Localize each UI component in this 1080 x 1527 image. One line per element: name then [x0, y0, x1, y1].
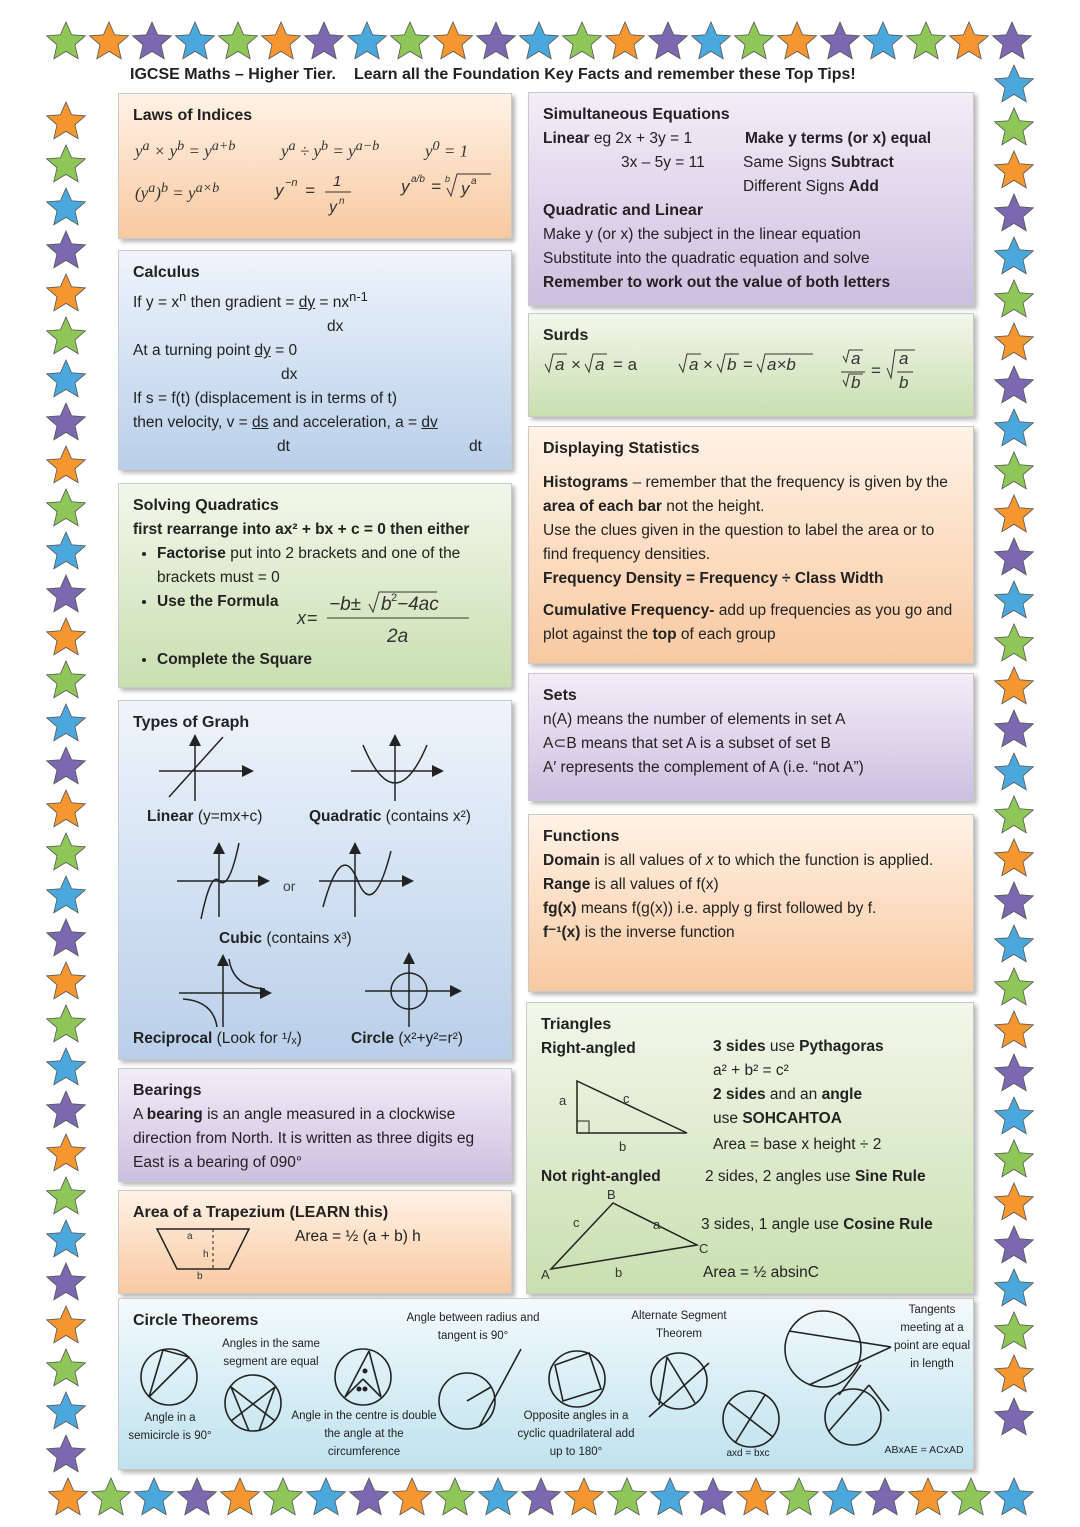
triangle-area: Area = base x height ÷ 2	[713, 1136, 882, 1153]
graph-cubic-label: Cubic (contains x³)	[219, 930, 352, 947]
svg-text:b: b	[197, 1271, 203, 1282]
svg-text:b: b	[615, 1265, 623, 1280]
border-star	[47, 747, 86, 784]
border-star	[47, 360, 86, 397]
svg-text:−4ac: −4ac	[397, 594, 439, 615]
cosine-rule: 3 sides, 1 angle use Cosine Rule	[701, 1216, 933, 1233]
triangles-right-angled: Right-angled	[541, 1040, 636, 1057]
border-star	[49, 1478, 88, 1515]
same-segment-diagram	[225, 1375, 281, 1431]
functions-domain: Domain is all values of x to which the function is applied.	[543, 852, 934, 869]
border-star	[520, 22, 559, 59]
svg-text:=: =	[305, 181, 315, 200]
calculus-dx-1: dx	[327, 318, 344, 336]
border-star	[391, 22, 430, 59]
border-star	[995, 1011, 1034, 1048]
index-rule-power: $(y^a)^b = y^{a\times b}$	[135, 180, 220, 203]
border-star	[995, 581, 1034, 618]
border-star	[995, 1398, 1034, 1435]
surds-formulas	[543, 350, 963, 406]
border-star	[995, 796, 1034, 833]
border-star	[995, 409, 1034, 446]
calculus-title: Calculus	[133, 264, 200, 281]
tangents-diagram	[785, 1311, 891, 1387]
border-star	[47, 1220, 86, 1257]
svg-text:×: ×	[703, 355, 713, 374]
border-star	[606, 22, 645, 59]
circle-alternate-segment-text: Alternate Segment Theorem	[631, 1310, 727, 1340]
cubic-graph-icon-1	[177, 843, 267, 919]
border-star	[47, 1349, 86, 1386]
border-star	[995, 1140, 1034, 1177]
svg-text:2a: 2a	[387, 626, 409, 647]
svg-text:A: A	[541, 1267, 550, 1282]
svg-text:B: B	[607, 1187, 616, 1202]
centre-angle-diagram	[335, 1349, 391, 1405]
border-star	[649, 22, 688, 59]
border-star	[864, 22, 903, 59]
border-star	[47, 1091, 86, 1128]
svg-text:a: a	[689, 355, 699, 374]
graph-quadratic-label: Quadratic (contains x²)	[309, 808, 471, 825]
border-star	[995, 1183, 1034, 1220]
svg-text:= a: = a	[613, 355, 638, 374]
calculus-dx-2: dx	[281, 366, 298, 384]
sets-line1: n(A) means the number of elements in set A	[543, 711, 846, 728]
border-star	[47, 661, 86, 698]
functions-composite: fg(x) means f(g(x)) i.e. apply g first followed by f.	[543, 900, 877, 917]
svg-text:b: b	[619, 1139, 627, 1154]
svg-text:−n: −n	[285, 177, 298, 189]
radius-tangent-diagram	[439, 1349, 521, 1429]
index-rule-fraction	[401, 168, 501, 215]
border-star	[47, 22, 86, 59]
svg-text:y: y	[329, 199, 337, 216]
quadratics-intro: first rearrange into ax² + bx + c = 0 then either	[133, 521, 470, 538]
simultaneous-tip3: Different Signs Add	[743, 178, 879, 195]
svg-text:a: a	[555, 355, 565, 374]
svg-text:a/b: a/b	[411, 174, 425, 185]
svg-text:y: y	[461, 179, 470, 198]
circle-cyclic-text: Opposite angles in a cyclic quadrilateral add up to 180°	[517, 1410, 635, 1458]
quadratic-linear: Quadratic and Linear Make y (or x) the subject in the linear equation Substitute into the quadratic equation and solve Remember to work out the value of both letters	[543, 202, 891, 291]
svg-text:=: =	[871, 361, 881, 380]
right-triangle-diagram	[547, 1075, 697, 1155]
border-star	[178, 1478, 217, 1515]
border-star	[995, 495, 1034, 532]
svg-text:n: n	[339, 196, 345, 207]
border-star	[608, 1478, 647, 1515]
border-star	[995, 1312, 1034, 1349]
border-star	[47, 1435, 86, 1472]
alternate-segment-diagram	[649, 1353, 709, 1417]
border-star	[47, 403, 86, 440]
border-star	[219, 22, 258, 59]
svg-text:a: a	[899, 349, 909, 368]
border-star	[823, 1478, 862, 1515]
title-left: IGCSE Maths – Higher Tier.	[130, 66, 336, 83]
index-rule-zero: $y^0 = 1$	[425, 138, 469, 161]
quadratics-complete: • Complete the Square	[157, 648, 497, 672]
border-star	[92, 1478, 131, 1515]
trapezium-diagram	[153, 1225, 253, 1281]
border-star	[47, 962, 86, 999]
triangles-title: Triangles	[541, 1016, 612, 1033]
svg-text:b: b	[851, 373, 861, 392]
border-star	[993, 22, 1032, 59]
border-star	[47, 575, 86, 612]
svg-text:a: a	[595, 355, 605, 374]
svg-text:a×b: a×b	[767, 355, 796, 374]
border-star	[47, 532, 86, 569]
border-star	[47, 704, 86, 741]
border-star	[995, 624, 1034, 661]
border-star	[133, 22, 172, 59]
svg-text:=: =	[743, 355, 753, 374]
svg-text:−b±: −b±	[329, 594, 362, 615]
border-star	[348, 22, 387, 59]
border-star	[995, 366, 1034, 403]
border-star	[909, 1478, 948, 1515]
border-star	[264, 1478, 303, 1515]
border-star	[995, 1226, 1034, 1263]
border-star	[995, 925, 1034, 962]
border-star	[995, 1478, 1034, 1515]
quadratic-formula-svg	[297, 590, 477, 650]
sets-title: Sets	[543, 687, 577, 704]
border-star	[176, 22, 215, 59]
triangles-box	[526, 1002, 974, 1294]
calculus-displacement: If s = f(t) (displacement is in terms of t)	[133, 390, 397, 408]
title-right: Learn all the Foundation Key Facts and remember these Top Tips!	[353, 66, 856, 83]
border-star	[995, 1054, 1034, 1091]
border-star	[47, 833, 86, 870]
surds-box	[528, 313, 974, 417]
simultaneous-box	[528, 92, 974, 306]
circle-chords-text: axd = bxc	[726, 1448, 770, 1459]
surds-title: Surds	[543, 327, 589, 344]
border-star	[47, 231, 86, 268]
circle-secant-text: ABxAE = ACxAD	[884, 1444, 964, 1456]
border-star	[90, 22, 129, 59]
svg-text:a: a	[187, 1231, 193, 1242]
border-star	[436, 1478, 475, 1515]
border-star	[47, 317, 86, 354]
border-star	[47, 1048, 86, 1085]
border-star	[47, 446, 86, 483]
svg-text:y: y	[275, 181, 284, 200]
svg-text:2: 2	[391, 592, 398, 604]
cyclic-quadrilateral-diagram	[549, 1351, 605, 1407]
border-star	[995, 108, 1034, 145]
calculus-velocity: then velocity, v = ds and acceleration, a = dv	[133, 414, 438, 432]
sets-line3: A′ represents the complement of A (i.e. “not A”)	[543, 759, 864, 776]
bearings-box	[118, 1068, 512, 1182]
simultaneous-tip1: Make y terms (or x) equal	[745, 130, 932, 147]
border-star	[995, 65, 1034, 102]
svg-text:x: x	[297, 608, 306, 628]
negative-index-svg	[275, 164, 375, 220]
border-star	[780, 1478, 819, 1515]
border-star	[350, 1478, 389, 1515]
border-star	[47, 876, 86, 913]
graphs-title: Types of Graph	[133, 714, 250, 731]
sets-box	[528, 673, 974, 801]
circle-tangents-text: Tangents meeting at a point are equal in length	[893, 1304, 971, 1370]
border-star	[995, 452, 1034, 489]
border-star	[995, 753, 1034, 790]
sohcahtoa-1: 2 sides and an angle	[713, 1086, 863, 1103]
simultaneous-eg2: 3x – 5y = 11	[621, 154, 705, 171]
svg-text:a: a	[851, 349, 861, 368]
intersecting-chords-diagram	[723, 1391, 779, 1447]
quadratics-box	[118, 483, 512, 688]
graph-linear-label: Linear (y=mx+c)	[147, 808, 263, 825]
border-star	[307, 1478, 346, 1515]
cubic-graph-icon-2	[319, 845, 411, 917]
svg-text:a: a	[471, 176, 477, 187]
index-rule-negative	[275, 164, 375, 227]
border-star	[47, 1263, 86, 1300]
border-star	[47, 1134, 86, 1171]
statistics-title: Displaying Statistics	[543, 440, 700, 457]
border-star	[907, 22, 946, 59]
functions-inverse: f⁻¹(x) is the inverse function	[543, 924, 735, 941]
svg-text:a: a	[559, 1093, 567, 1108]
indices-box	[118, 93, 512, 239]
trapezium-box	[118, 1190, 512, 1294]
sets-line2: A⊂B means that set A is a subset of set B	[543, 735, 831, 752]
simultaneous-eg1: Linear eg 2x + 3y = 1	[543, 130, 693, 147]
calculus-dt-row: dt dt	[277, 438, 482, 456]
sine-rule: 2 sides, 2 angles use Sine Rule	[705, 1168, 926, 1185]
border-star	[47, 618, 86, 655]
general-triangle-diagram	[537, 1189, 707, 1289]
pythagoras-equation: a² + b² = c²	[713, 1062, 789, 1079]
simultaneous-title: Simultaneous Equations	[543, 106, 730, 123]
border-star	[995, 882, 1034, 919]
border-star	[477, 22, 516, 59]
svg-text:c: c	[623, 1091, 630, 1106]
border-star	[565, 1478, 604, 1515]
border-star	[47, 145, 86, 182]
border-star	[47, 1005, 86, 1042]
statistics-histograms: Histograms – remember that the frequency is given by the area of each bar not the height.	[543, 474, 948, 515]
border-star	[47, 102, 86, 139]
sohcahtoa-2: use SOHCAHTOA	[713, 1110, 842, 1127]
svg-text:b: b	[727, 355, 737, 374]
border-star	[995, 1097, 1034, 1134]
svg-text:1: 1	[333, 173, 342, 190]
border-star	[47, 489, 86, 526]
calculus-gradient: If $y = x^n$ then gradient = dy = $nx^{n-1}$	[133, 289, 368, 312]
border-star	[694, 1478, 733, 1515]
border-star	[737, 1478, 776, 1515]
border-star	[47, 919, 86, 956]
reciprocal-graph-icon	[179, 957, 269, 1027]
index-rule-multiply: $y^a \times y^b = y^{a+b}$	[135, 138, 236, 161]
border-star	[651, 1478, 690, 1515]
bearings-text: A bearing is an angle measured in a clockwise direction from North. It is written as three digits eg East is a bearing of 090°	[133, 1106, 475, 1171]
index-rule-divide: $y^a \div y^b = y^{a-b}$	[281, 138, 380, 161]
bearings-title: Bearings	[133, 1082, 202, 1099]
functions-title: Functions	[543, 828, 620, 845]
functions-range: Range is all values of f(x)	[543, 876, 719, 893]
border-star	[952, 1478, 991, 1515]
svg-text:b: b	[899, 373, 909, 392]
border-star	[262, 22, 301, 59]
border-star	[47, 1392, 86, 1429]
border-star	[995, 667, 1034, 704]
border-star	[995, 710, 1034, 747]
page-title	[130, 66, 874, 84]
semicircle-diagram	[141, 1349, 197, 1405]
svg-text:=: =	[307, 608, 318, 628]
circle-semicircle-text: Angle in a semicircle is 90°	[128, 1412, 212, 1442]
svg-text:c: c	[573, 1215, 580, 1230]
border-star	[995, 1355, 1034, 1392]
statistics-clues: Use the clues given in the question to label the area or to find frequency densities.	[543, 522, 935, 563]
border-star	[995, 538, 1034, 575]
graph-or: or	[283, 878, 296, 894]
border-star	[866, 1478, 905, 1515]
border-star	[393, 1478, 432, 1515]
border-star	[995, 151, 1034, 188]
border-star	[735, 22, 774, 59]
quadratics-formula: • Use the Formula	[157, 590, 497, 648]
border-star	[47, 1306, 86, 1343]
svg-text:b: b	[381, 594, 392, 615]
functions-box	[528, 814, 974, 992]
border-star	[221, 1478, 260, 1515]
border-star	[522, 1478, 561, 1515]
border-star	[135, 1478, 174, 1515]
border-star	[821, 22, 860, 59]
circle-same-segment-text: Angles in the same segment are equal	[222, 1338, 320, 1368]
border-star	[995, 323, 1034, 360]
quadratic-graph-icon	[351, 737, 441, 801]
border-star	[479, 1478, 518, 1515]
border-star	[778, 22, 817, 59]
border-star	[305, 22, 344, 59]
fraction-index-svg	[401, 168, 501, 208]
border-star	[995, 237, 1034, 274]
graph-sketches	[119, 731, 513, 1031]
indices-title: Laws of Indices	[133, 107, 253, 124]
graphs-box	[118, 700, 512, 1060]
pythagoras: 3 sides use Pythagoras	[713, 1038, 884, 1055]
statistics-cumulative: Cumulative Frequency- add up frequencies as you go and plot against the top of each group	[543, 602, 953, 643]
trapezium-title: Area of a Trapezium (LEARN this)	[133, 1204, 389, 1221]
svg-text:×: ×	[571, 355, 581, 374]
triangle-area-sine: Area = ½ absinC	[703, 1264, 819, 1281]
circle-graph-icon	[365, 955, 459, 1027]
border-star	[950, 22, 989, 59]
border-star	[47, 188, 86, 225]
svg-text:a: a	[653, 1217, 661, 1232]
border-star	[995, 1269, 1034, 1306]
simultaneous-tip2: Same Signs Subtract	[743, 154, 894, 171]
circle-theorem-diagrams	[119, 1299, 975, 1471]
border-star	[563, 22, 602, 59]
triangles-not-right: Not right-angled	[541, 1168, 661, 1185]
statistics-box	[528, 426, 974, 664]
circle-theorems-box	[118, 1298, 974, 1470]
linear-graph-icon	[159, 737, 251, 801]
secant-diagram	[825, 1365, 889, 1445]
svg-text:C: C	[699, 1241, 709, 1256]
graph-circle-label: Circle (x²+y²=r²)	[351, 1030, 463, 1047]
trapezium-formula: Area = ½ (a + b) h	[295, 1228, 421, 1245]
border-star	[995, 968, 1034, 1005]
svg-text:=: =	[431, 177, 441, 196]
circle-radius-tangent-text: Angle between radius and tangent is 90°	[406, 1312, 540, 1342]
quadratics-title: Solving Quadratics	[133, 497, 279, 514]
circle-centre-text: Angle in the centre is double the angle at the circumference	[291, 1410, 437, 1458]
border-star	[995, 839, 1034, 876]
border-star	[692, 22, 731, 59]
quadratics-factorise: • Factorise put into 2 brackets and one of the brackets must = 0	[157, 542, 497, 590]
calculus-turning: At a turning point dy = 0	[133, 342, 298, 360]
svg-text:y: y	[401, 177, 410, 196]
border-star	[434, 22, 473, 59]
calculus-box	[118, 250, 512, 470]
circle-title: Circle Theorems	[133, 1312, 259, 1329]
statistics-frequency-density: Frequency Density = Frequency ÷ Class Width	[543, 570, 884, 587]
svg-text:b: b	[445, 174, 451, 184]
border-star	[995, 280, 1034, 317]
border-star	[47, 790, 86, 827]
svg-text:h: h	[203, 1249, 209, 1260]
graph-reciprocal-label: Reciprocal (Look for ¹/ₓ)	[133, 1030, 302, 1047]
border-star	[995, 194, 1034, 231]
border-star	[47, 274, 86, 311]
border-star	[47, 1177, 86, 1214]
